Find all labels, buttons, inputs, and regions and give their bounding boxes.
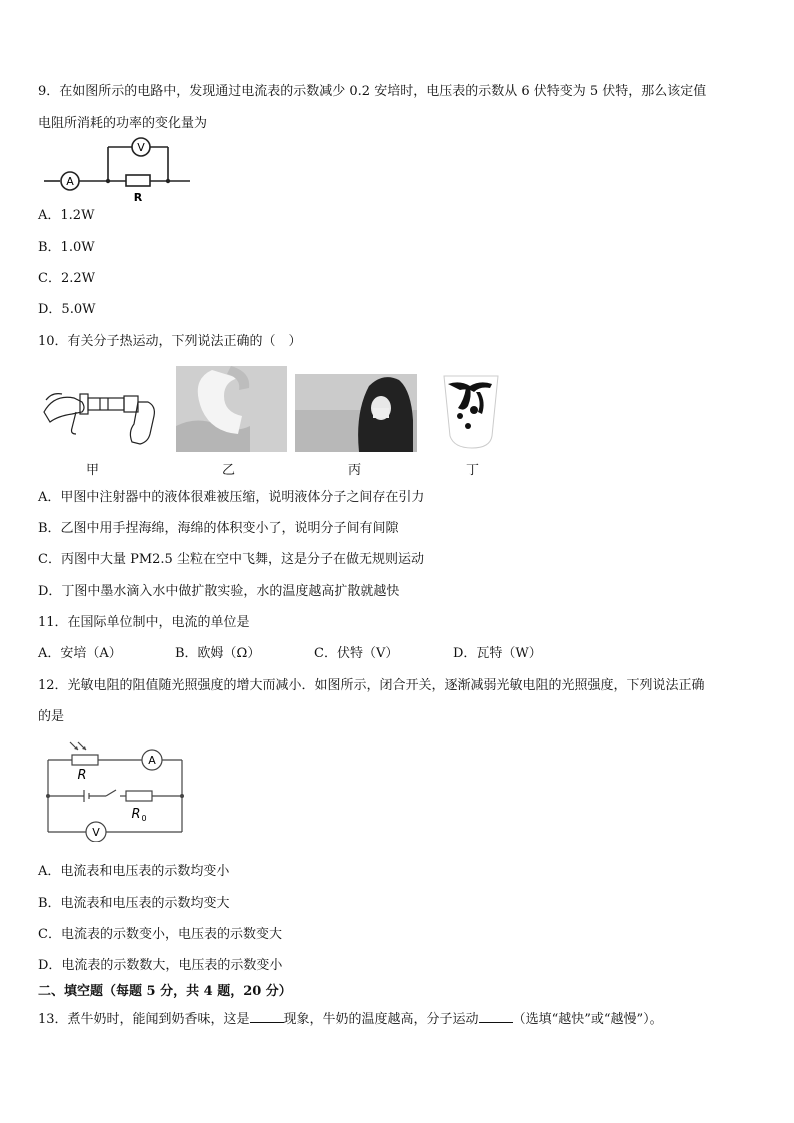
q13-part3: （选填“越快”或“越慢”）。 bbox=[512, 1012, 663, 1027]
q9-resistor-label: R bbox=[133, 191, 143, 204]
q12-voltmeter-label: V bbox=[92, 826, 100, 839]
q12-stem-line2: 的是 bbox=[38, 709, 65, 724]
q10-option-d: D．丁图中墨水滴入水中做扩散实验，水的温度越高扩散就越快 bbox=[38, 584, 400, 599]
q13-stem bbox=[38, 1010, 663, 1029]
q13-blank-1[interactable] bbox=[250, 1010, 284, 1023]
q12-fixed-resistor-subscript: 0 bbox=[141, 814, 147, 823]
caption-jia: 甲 bbox=[86, 463, 100, 478]
q11-option-c: C．伏特（V） bbox=[314, 646, 399, 661]
caption-yi: 乙 bbox=[222, 463, 236, 478]
syringe-hands-image bbox=[40, 372, 160, 454]
q9-ammeter-label: A bbox=[66, 175, 74, 188]
q9-option-a: A．1.2W bbox=[38, 208, 95, 223]
q10-option-a: A．甲图中注射器中的液体很难被压缩，说明液体分子之间存在引力 bbox=[38, 490, 425, 505]
q9-stem-line1: 9．在如图所示的电路中，发现通过电流表的示数减少 0.2 安培时，电压表的示数从 6 伏特变为 5 伏特，那么该定值 bbox=[38, 84, 707, 99]
q13-part1: 13．煮牛奶时，能闻到奶香味，这是 bbox=[38, 1012, 250, 1027]
q9-option-b: B．1.0W bbox=[38, 240, 95, 255]
q11-option-d: D．瓦特（W） bbox=[453, 646, 542, 661]
q12-circuit-diagram bbox=[40, 738, 190, 842]
sponge-squeeze-photo bbox=[176, 366, 287, 452]
q12-ammeter-label: A bbox=[148, 754, 156, 767]
caption-ding: 丁 bbox=[466, 463, 480, 478]
pm25-dust-photo bbox=[295, 374, 417, 452]
q9-circuit-diagram bbox=[40, 135, 200, 205]
q12-option-c: C．电流表的示数变小，电压表的示数变大 bbox=[38, 927, 282, 942]
caption-bing: 丙 bbox=[348, 463, 362, 478]
q11-option-a: A．安培（A） bbox=[38, 646, 122, 661]
q9-stem-line2: 电阻所消耗的功率的变化量为 bbox=[38, 116, 208, 131]
q12-option-b: B．电流表和电压表的示数均变大 bbox=[38, 896, 230, 911]
q13-blank-2[interactable] bbox=[479, 1010, 513, 1023]
ink-diffusion-image bbox=[440, 370, 502, 452]
q12-option-a: A．电流表和电压表的示数均变小 bbox=[38, 864, 230, 879]
q13-part2: 现象，牛奶的温度越高，分子运动 bbox=[283, 1012, 479, 1027]
q11-option-b: B．欧姆（Ω） bbox=[175, 646, 261, 661]
q12-fixed-resistor-label: R bbox=[131, 807, 141, 822]
q9-option-c: C．2.2W bbox=[38, 271, 95, 286]
q10-stem: 10．有关分子热运动，下列说法正确的（ ） bbox=[38, 334, 302, 349]
q12-stem-line1: 12．光敏电阻的阻值随光照强度的增大而减小．如图所示，闭合开关，逐渐减弱光敏电阻的光照强度，下列说法正确 bbox=[38, 678, 705, 693]
q9-option-d: D．5.0W bbox=[38, 302, 96, 317]
q9-voltmeter-label: V bbox=[137, 141, 145, 154]
q12-option-d: D．电流表的示数数大，电压表的示数变小 bbox=[38, 958, 283, 973]
q10-option-c: C．丙图中大量 PM2.5 尘粒在空中飞舞，这是分子在做无规则运动 bbox=[38, 552, 424, 567]
q12-photoresistor-label: R bbox=[77, 768, 87, 783]
section-fill-in-title: 二、填空题（每题 5 分，共 4 题，20 分） bbox=[38, 984, 292, 999]
q11-stem: 11．在国际单位制中，电流的单位是 bbox=[38, 615, 250, 630]
q10-option-b: B．乙图中用手捏海绵，海绵的体积变小了，说明分子间有间隙 bbox=[38, 521, 399, 536]
